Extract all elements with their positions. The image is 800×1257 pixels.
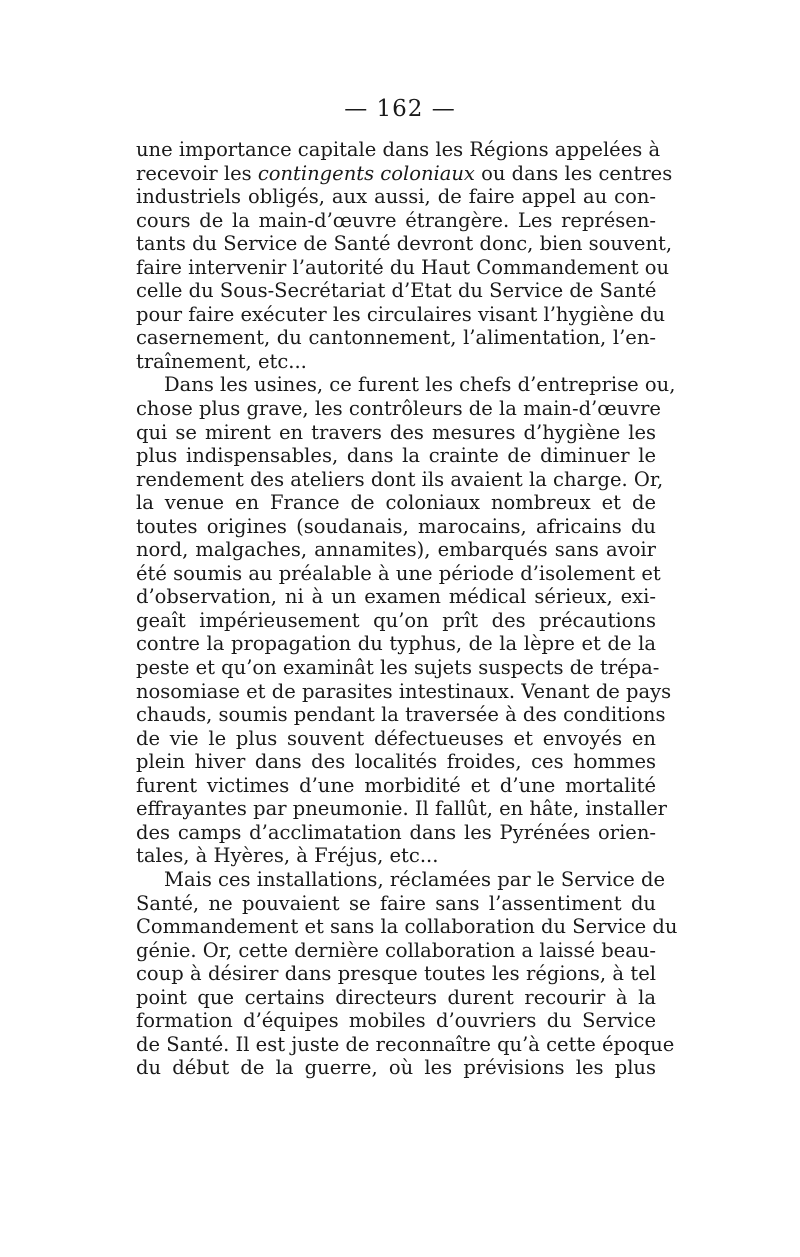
text-line: plus indispensables, dans la crainte de diminuer le <box>136 444 656 468</box>
text-line: faire intervenir l’autorité du Haut Commandement ou <box>136 255 670 279</box>
text-line: chauds, soumis pendant la traversée à des conditions <box>136 703 666 727</box>
text-line: plein hiver dans des localités froides, ces hommes <box>136 750 656 774</box>
text-line: qui se mirent en travers des mesures d’hygiène les <box>136 420 656 444</box>
text-line: industriels obligés, aux aussi, de faire appel au con- <box>136 185 656 209</box>
paragraph-start-line: Dans les usines, ce furent les chefs d’entreprise ou, <box>164 373 676 397</box>
text-line: génie. Or, cette dernière collaboration a laissé beau- <box>136 938 656 962</box>
text-line: d’observation, ni à un examen médical sérieux, exi- <box>136 585 656 609</box>
text-line: la venue en France de coloniaux nombreux et de <box>136 491 656 515</box>
body-text <box>136 138 678 1080</box>
text-line: toutes origines (soudanais, marocains, africains du <box>136 514 656 538</box>
text-line: de Santé. Il est juste de reconnaître qu’à cette époque <box>136 1032 675 1056</box>
text-line: celle du Sous-Secrétariat d’Etat du Service de Santé <box>136 279 657 303</box>
paragraph-end-line: tales, à Hyères, à Fréjus, etc... <box>136 844 439 868</box>
text-line: chose plus grave, les contrôleurs de la main-d’œuvre <box>136 397 661 421</box>
text-line: Commandement et sans la collaboration du Service du <box>136 915 678 939</box>
text-line-with-italic <box>136 161 673 186</box>
text-line: geaît impérieusement qu’on prît des précautions <box>136 608 656 632</box>
text-line: été soumis au préalable à une période d’isolement et <box>136 561 661 585</box>
text-line: contre la propagation du typhus, de la lèpre et de la <box>136 632 656 656</box>
text-line: nord, malgaches, annamites), embarqués sans avoir <box>136 538 656 562</box>
text-line: tants du Service de Santé devront donc, bien souvent, <box>136 232 673 256</box>
text-line: de vie le plus souvent défectueuses et envoyés en <box>136 726 656 750</box>
text-line: Santé, ne pouvaient se faire sans l’assentiment du <box>136 891 656 915</box>
text-line: pour faire exécuter les circulaires visant l’hygiène du <box>136 302 666 326</box>
text-line: nosomiase et de parasites intestinaux. Venant de pays <box>136 679 672 703</box>
text-line: casernement, du cantonnement, l’alimentation, l’en- <box>136 326 656 350</box>
text-line: formation d’équipes mobiles d’ouvriers du Service <box>136 1009 656 1033</box>
text-line: des camps d’acclimatation dans les Pyrénées orien- <box>136 820 656 844</box>
text-line: rendement des ateliers dont ils avaient la charge. Or, <box>136 467 664 491</box>
italic-phrase: contingents coloniaux <box>257 161 475 185</box>
page-number: — 162 — <box>344 96 456 122</box>
text-segment: ou dans les centres <box>474 161 673 185</box>
text-line: point que certains directeurs durent recourir à la <box>136 985 656 1009</box>
text-segment: recevoir les <box>136 161 258 185</box>
text-line: furent victimes d’une morbidité et d’une mortalité <box>136 773 656 797</box>
text-line: une importance capitale dans les Régions appelées à <box>136 138 661 161</box>
text-line: effrayantes par pneumonie. Il fallût, en hâte, installer <box>136 797 667 821</box>
text-line: cours de la main-d’œuvre étrangère. Les représen- <box>136 208 656 232</box>
text-line: peste et qu’on examinât les sujets suspects de trépa- <box>136 656 660 680</box>
text-line: coup à désirer dans presque toutes les régions, à tel <box>136 962 656 986</box>
paragraph-end-line: traînement, etc... <box>136 349 307 373</box>
paragraph-start-line: Mais ces installations, réclamées par le Service de <box>164 867 666 891</box>
text-line: du début de la guerre, où les prévisions les plus <box>136 1056 656 1080</box>
